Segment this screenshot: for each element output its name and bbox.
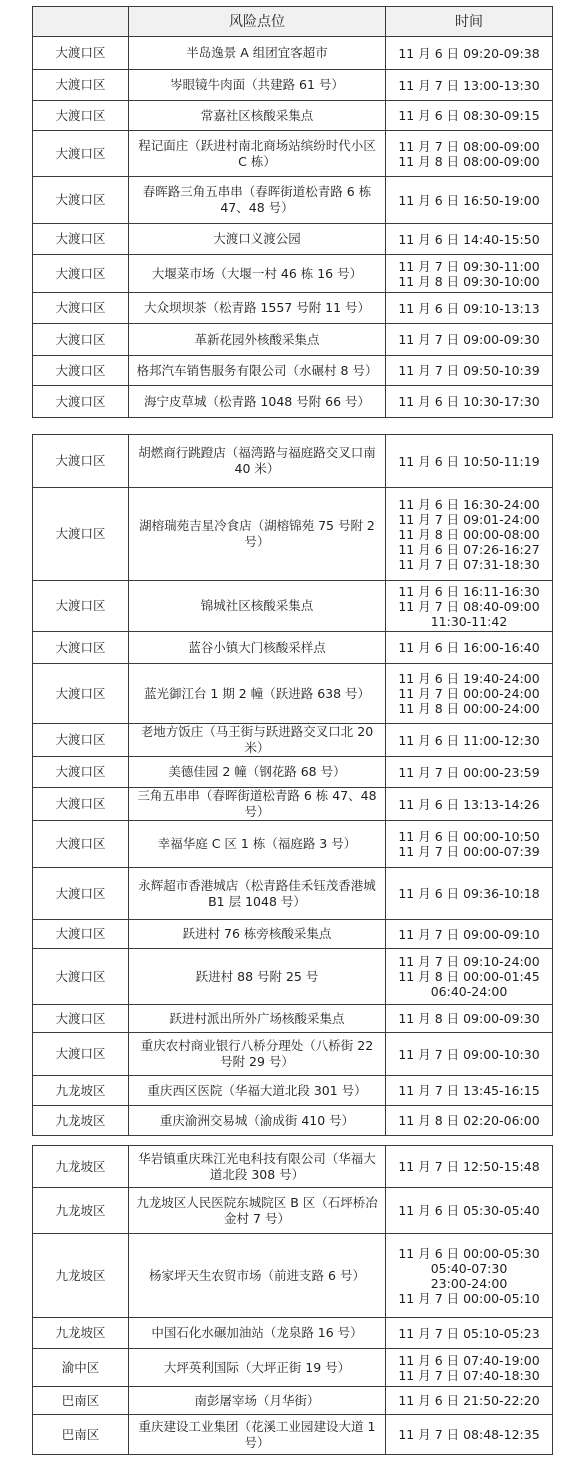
table-row [33, 1349, 553, 1387]
table-row [33, 1033, 553, 1076]
district-cell: 大渡口区 [33, 37, 129, 70]
header-district [33, 7, 129, 37]
time-cell: 11 月 6 日 00:00-10:50 11 月 7 日 00:00-07:39 [386, 821, 553, 868]
table-row [33, 70, 553, 101]
table-row [33, 435, 553, 488]
time-cell: 11 月 7 日 08:00-09:00 11 月 8 日 08:00-09:00 [386, 131, 553, 177]
district-cell: 大渡口区 [33, 581, 129, 632]
district-cell: 大渡口区 [33, 821, 129, 868]
table-row [33, 581, 553, 632]
location-cell: 大众坝坝茶（松青路 1557 号附 11 号） [129, 293, 386, 324]
district-cell: 大渡口区 [33, 1033, 129, 1076]
time-cell: 11 月 7 日 13:45-16:15 [386, 1076, 553, 1106]
table-row [33, 224, 553, 255]
location-cell: 蓝光御江台 1 期 2 幢（跃进路 638 号） [129, 664, 386, 724]
district-cell: 渝中区 [33, 1349, 129, 1387]
district-cell: 大渡口区 [33, 949, 129, 1005]
time-cell: 11 月 8 日 02:20-06:00 [386, 1106, 553, 1136]
time-cell: 11 月 8 日 09:00-09:30 [386, 1005, 553, 1033]
table-row [33, 1234, 553, 1318]
time-cell: 11 月 7 日 09:50-10:39 [386, 356, 553, 386]
table-row [33, 1415, 553, 1455]
district-cell: 九龙坡区 [33, 1076, 129, 1106]
table-row [33, 1146, 553, 1188]
district-cell: 大渡口区 [33, 920, 129, 949]
district-cell: 大渡口区 [33, 224, 129, 255]
time-cell: 11 月 7 日 09:00-09:10 [386, 920, 553, 949]
risk-table-part-1 [32, 6, 552, 418]
location-cell: 重庆渝洲交易城（渝成街 410 号） [129, 1106, 386, 1136]
table-row [33, 101, 553, 131]
location-cell: 重庆西区医院（华福大道北段 301 号） [129, 1076, 386, 1106]
table-row [33, 386, 553, 418]
location-cell: 重庆农村商业银行八桥分理处（八桥街 22 号附 29 号） [129, 1033, 386, 1076]
risk-table-part-2 [32, 434, 552, 1136]
district-cell: 九龙坡区 [33, 1188, 129, 1234]
district-cell: 大渡口区 [33, 177, 129, 224]
location-cell: 重庆建设工业集团（花溪工业园建设大道 1 号） [129, 1415, 386, 1455]
time-cell: 11 月 6 日 16:30-24:00 11 月 7 日 09:01-24:00 11 月 8 日 00:00-08:00 11 月 6 日 07:26-16:27 11 月 7 日 07:31-18:30 [386, 488, 553, 581]
time-cell: 11 月 7 日 09:10-24:00 11 月 8 日 00:00-01:45 06:40-24:00 [386, 949, 553, 1005]
location-cell: 常嘉社区核酸采集点 [129, 101, 386, 131]
district-cell: 大渡口区 [33, 386, 129, 418]
location-cell: 三角五串串（春晖街道松青路 6 栋 47、48 号） [129, 788, 386, 821]
district-cell: 巴南区 [33, 1387, 129, 1415]
location-cell: 跃进村派出所外广场核酸采集点 [129, 1005, 386, 1033]
header-location: 风险点位 [129, 7, 386, 37]
location-cell: 大渡口义渡公园 [129, 224, 386, 255]
risk-table-part-3 [32, 1145, 552, 1455]
table-row [33, 949, 553, 1005]
header-time: 时间 [386, 7, 553, 37]
time-cell: 11 月 6 日 16:50-19:00 [386, 177, 553, 224]
district-cell: 九龙坡区 [33, 1106, 129, 1136]
table-row [33, 920, 553, 949]
table-row [33, 757, 553, 788]
location-cell: 湖榕瑞苑吉星冷食店（湖榕锦苑 75 号附 2 号） [129, 488, 386, 581]
time-cell: 11 月 7 日 05:10-05:23 [386, 1318, 553, 1349]
table-row [33, 1387, 553, 1415]
location-cell: 永辉超市香港城店（松青路佳禾钰茂香港城 B1 层 1048 号） [129, 868, 386, 920]
time-cell: 11 月 6 日 07:40-19:00 11 月 7 日 07:40-18:30 [386, 1349, 553, 1387]
table-row [33, 37, 553, 70]
time-cell: 11 月 6 日 00:00-05:30 05:40-07:30 23:00-24:00 11 月 7 日 00:00-05:10 [386, 1234, 553, 1318]
table-row [33, 868, 553, 920]
district-cell: 大渡口区 [33, 293, 129, 324]
location-cell: 胡燃商行跳蹬店（福湾路与福庭路交叉口南 40 米） [129, 435, 386, 488]
location-cell: 岑眼镜牛肉面（共建路 61 号） [129, 70, 386, 101]
district-cell: 大渡口区 [33, 1005, 129, 1033]
district-cell: 大渡口区 [33, 356, 129, 386]
district-cell: 大渡口区 [33, 488, 129, 581]
location-cell: 革新花园外核酸采集点 [129, 324, 386, 356]
location-cell: 大堰菜市场（大堰一村 46 栋 16 号） [129, 255, 386, 293]
location-cell: 跃进村 88 号附 25 号 [129, 949, 386, 1005]
district-cell: 九龙坡区 [33, 1146, 129, 1188]
table-row [33, 1076, 553, 1106]
district-cell: 大渡口区 [33, 868, 129, 920]
district-cell: 大渡口区 [33, 632, 129, 664]
table-row [33, 724, 553, 757]
location-cell: 南彭屠宰场（月华街） [129, 1387, 386, 1415]
table-row [33, 177, 553, 224]
location-cell: 蓝谷小镇大门核酸采样点 [129, 632, 386, 664]
table-row [33, 324, 553, 356]
district-cell: 大渡口区 [33, 788, 129, 821]
table-row [33, 488, 553, 581]
district-cell: 大渡口区 [33, 757, 129, 788]
district-cell: 九龙坡区 [33, 1318, 129, 1349]
table-row [33, 1188, 553, 1234]
location-cell: 海宁皮草城（松青路 1048 号附 66 号） [129, 386, 386, 418]
table-row [33, 632, 553, 664]
district-cell: 大渡口区 [33, 70, 129, 101]
time-cell: 11 月 6 日 19:40-24:00 11 月 7 日 00:00-24:00 11 月 8 日 00:00-24:00 [386, 664, 553, 724]
location-cell: 中国石化水碾加油站（龙泉路 16 号） [129, 1318, 386, 1349]
district-cell: 大渡口区 [33, 324, 129, 356]
location-cell: 半岛逸景 A 组团宜客超市 [129, 37, 386, 70]
time-cell: 11 月 6 日 09:36-10:18 [386, 868, 553, 920]
table-row [33, 131, 553, 177]
location-cell: 华岩镇重庆珠江光电科技有限公司（华福大道北段 308 号） [129, 1146, 386, 1188]
location-cell: 杨家坪天生农贸市场（前进支路 6 号） [129, 1234, 386, 1318]
time-cell: 11 月 6 日 09:10-13:13 [386, 293, 553, 324]
location-cell: 幸福华庭 C 区 1 栋（福庭路 3 号） [129, 821, 386, 868]
time-cell: 11 月 6 日 05:30-05:40 [386, 1188, 553, 1234]
district-cell: 巴南区 [33, 1415, 129, 1455]
district-cell: 大渡口区 [33, 435, 129, 488]
table-row [33, 255, 553, 293]
time-cell: 11 月 6 日 16:00-16:40 [386, 632, 553, 664]
district-cell: 大渡口区 [33, 255, 129, 293]
location-cell: 美德佳园 2 幢（钢花路 68 号） [129, 757, 386, 788]
table-header-row [33, 7, 553, 37]
time-cell: 11 月 6 日 09:20-09:38 [386, 37, 553, 70]
time-cell: 11 月 7 日 09:30-11:00 11 月 8 日 09:30-10:00 [386, 255, 553, 293]
time-cell: 11 月 7 日 09:00-10:30 [386, 1033, 553, 1076]
district-cell: 九龙坡区 [33, 1234, 129, 1318]
time-cell: 11 月 6 日 10:30-17:30 [386, 386, 553, 418]
time-cell: 11 月 7 日 09:00-09:30 [386, 324, 553, 356]
table-row [33, 1318, 553, 1349]
table-row [33, 293, 553, 324]
time-cell: 11 月 6 日 11:00-12:30 [386, 724, 553, 757]
time-cell: 11 月 6 日 16:11-16:30 11 月 7 日 08:40-09:00 11:30-11:42 [386, 581, 553, 632]
location-cell: 程记面庄（跃进村南北商场站缤纷时代小区 C 栋） [129, 131, 386, 177]
location-cell: 老地方饭庄（马王街与跃进路交叉口北 20 米） [129, 724, 386, 757]
time-cell: 11 月 7 日 00:00-23:59 [386, 757, 553, 788]
time-cell: 11 月 6 日 13:13-14:26 [386, 788, 553, 821]
location-cell: 跃进村 76 栋旁核酸采集点 [129, 920, 386, 949]
table-row [33, 664, 553, 724]
table-row [33, 788, 553, 821]
district-cell: 大渡口区 [33, 724, 129, 757]
time-cell: 11 月 7 日 12:50-15:48 [386, 1146, 553, 1188]
table-row [33, 1005, 553, 1033]
location-cell: 格邦汽车销售服务有限公司（水碾村 8 号） [129, 356, 386, 386]
time-cell: 11 月 6 日 21:50-22:20 [386, 1387, 553, 1415]
table-row [33, 821, 553, 868]
table-row [33, 1106, 553, 1136]
time-cell: 11 月 6 日 08:30-09:15 [386, 101, 553, 131]
district-cell: 大渡口区 [33, 664, 129, 724]
location-cell: 九龙坡区人民医院东城院区 B 区（石坪桥冶金村 7 号） [129, 1188, 386, 1234]
time-cell: 11 月 7 日 13:00-13:30 [386, 70, 553, 101]
time-cell: 11 月 6 日 14:40-15:50 [386, 224, 553, 255]
table-row [33, 356, 553, 386]
time-cell: 11 月 6 日 10:50-11:19 [386, 435, 553, 488]
district-cell: 大渡口区 [33, 131, 129, 177]
location-cell: 锦城社区核酸采集点 [129, 581, 386, 632]
district-cell: 大渡口区 [33, 101, 129, 131]
location-cell: 大坪英利国际（大坪正街 19 号） [129, 1349, 386, 1387]
time-cell: 11 月 7 日 08:48-12:35 [386, 1415, 553, 1455]
location-cell: 春晖路三角五串串（春晖街道松青路 6 栋 47、48 号） [129, 177, 386, 224]
